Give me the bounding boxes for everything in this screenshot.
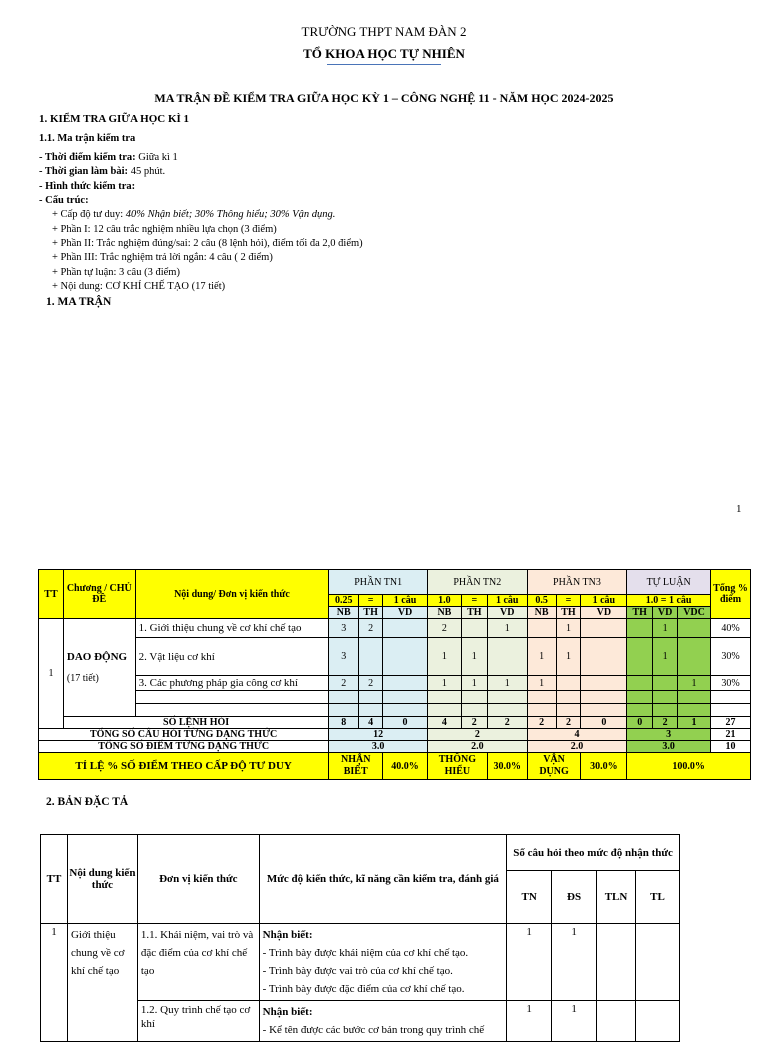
cell xyxy=(627,676,653,691)
cell: 0 xyxy=(383,717,428,729)
tl-vdc: VDC xyxy=(678,607,711,619)
table-row xyxy=(39,638,751,676)
cell xyxy=(581,638,627,676)
spec-unit-1: 1.1. Khái niệm, vai trò và đặc điểm của cơ khí chế tạo xyxy=(137,924,259,1001)
cell: 3 xyxy=(329,619,359,638)
cell: 2 xyxy=(427,619,461,638)
level-line: + Cấp độ tư duy: 40% Nhận biết; 30% Thông hiểu; 30% Vận dụng. xyxy=(52,209,336,220)
level-line: - Trình bày được đặc điểm của cơ khí chế tạo. xyxy=(262,983,465,995)
cell: 1 xyxy=(461,638,487,676)
th-pct: 30.0% xyxy=(487,753,527,780)
table-row xyxy=(39,729,751,741)
cell xyxy=(678,638,711,676)
part2-line: + Phần II: Trắc nghiệm đúng/sai: 2 câu (8 lệnh hỏi), điểm tối đa 2,0 điểm) xyxy=(52,238,363,249)
chapter-hours: (17 tiết) xyxy=(66,673,99,684)
tn3-vd: VD xyxy=(581,607,627,619)
cell: 27 xyxy=(711,717,751,729)
cell: 2 xyxy=(427,729,527,741)
tn3-rate-a: 0.5 xyxy=(527,595,556,607)
table-row xyxy=(39,717,751,729)
header-tn3: PHẦN TN3 xyxy=(527,570,627,595)
tn2-rate-b: = xyxy=(461,595,487,607)
spec-level-2 xyxy=(259,1001,507,1042)
cell: 1 xyxy=(461,676,487,691)
cell: 8 xyxy=(329,717,359,729)
cell: 30% xyxy=(711,676,751,691)
table-row xyxy=(39,741,751,753)
cell: 1 xyxy=(427,638,461,676)
school-name: TRƯỜNG THPT NAM ĐÀN 2 xyxy=(301,24,467,39)
tl-th: TH xyxy=(627,607,653,619)
cell: 1 xyxy=(527,638,556,676)
cell: 1 xyxy=(678,717,711,729)
tn2-rate-a: 1.0 xyxy=(427,595,461,607)
cell xyxy=(383,676,428,691)
exam-time-line: - Thời điểm kiểm tra: Giữa kì 1 xyxy=(39,152,178,163)
header-tt: TT xyxy=(39,570,64,619)
cell xyxy=(487,638,527,676)
tl-rate: 1.0 = 1 câu xyxy=(627,595,711,607)
cell: 4 xyxy=(527,729,627,741)
spec-h-content: Nội dung kiến thức xyxy=(67,835,137,924)
cell: 1 xyxy=(552,924,597,1001)
group-name: TỔ KHOA HỌC TỰ NHIÊN xyxy=(303,46,465,61)
cell xyxy=(383,619,428,638)
cell: 1 xyxy=(653,638,678,676)
header-content: Nội dung/ Đơn vị kiến thức xyxy=(135,570,329,619)
cell: 3 xyxy=(329,638,359,676)
ti-le-label: TỈ LỆ % SỐ ĐIỂM THEO CẤP ĐỘ TƯ DUY xyxy=(39,753,329,780)
cell: 2 xyxy=(653,717,678,729)
cell: 4 xyxy=(359,717,383,729)
matrix-heading: 1. MA TRẬN xyxy=(46,296,112,308)
part3-line: + Phần III: Trắc nghiệm trả lời ngắn: 4 câu ( 2 điểm) xyxy=(52,252,273,263)
cell: 1 xyxy=(527,676,556,691)
level-line: - Kể tên được các bước cơ bản trong quy trình chế xyxy=(262,1024,485,1036)
cell: 2 xyxy=(556,717,581,729)
table-row xyxy=(39,619,751,638)
cell: 1 xyxy=(556,619,581,638)
row-tt: 1 xyxy=(39,619,64,729)
spec-h-tn: TN xyxy=(507,871,552,924)
tn3-rate-c: 1 câu xyxy=(581,595,627,607)
cell: 3 xyxy=(627,729,711,741)
spec-h-tln: TLN xyxy=(597,871,636,924)
tn1-rate-c: 1 câu xyxy=(383,595,428,607)
table-row xyxy=(41,924,680,1001)
spec-h-level: Mức độ kiến thức, kĩ năng cần kiểm tra, đánh giá xyxy=(259,835,507,924)
cell: 1 xyxy=(427,676,461,691)
cell xyxy=(527,619,556,638)
spec-level-1 xyxy=(259,924,507,1001)
tn1-nb: NB xyxy=(329,607,359,619)
matrix-table xyxy=(38,569,751,780)
cell xyxy=(581,619,627,638)
cell: 2 xyxy=(527,717,556,729)
header-tn2: PHẦN TN2 xyxy=(427,570,527,595)
tn2-th: TH xyxy=(461,607,487,619)
tn2-nb: NB xyxy=(427,607,461,619)
cell: 1 xyxy=(487,676,527,691)
tn1-rate-b: = xyxy=(359,595,383,607)
nb-pct: 40.0% xyxy=(383,753,428,780)
cell: 40% xyxy=(711,619,751,638)
tn1-vd: VD xyxy=(383,607,428,619)
table-row xyxy=(39,691,751,704)
th-label: THÔNG HIỂU xyxy=(427,753,487,780)
content-line: + Nội dung: CƠ KHÍ CHẾ TẠO (17 tiết) xyxy=(52,281,226,292)
cell: 0 xyxy=(581,717,627,729)
part4-line: + Phần tự luận: 3 câu (3 điểm) xyxy=(52,267,180,278)
cell: 2 xyxy=(359,619,383,638)
cell xyxy=(597,924,636,1001)
cell: 4 xyxy=(427,717,461,729)
level-label: Nhận biết: xyxy=(262,929,313,941)
vd-label: VẬN DỤNG xyxy=(527,753,581,780)
cell xyxy=(597,1001,636,1042)
level-line: - Trình bày được khái niệm của cơ khí chế tạo. xyxy=(262,947,469,959)
spec-row-content: Giới thiệu chung về cơ khí chế tạo xyxy=(67,924,137,1042)
cell: 10 xyxy=(711,741,751,753)
cell: 2 xyxy=(329,676,359,691)
cell xyxy=(359,638,383,676)
tn3-nb: NB xyxy=(527,607,556,619)
chapter-cell xyxy=(63,619,135,717)
cell: 1 xyxy=(556,638,581,676)
table-row xyxy=(39,753,751,780)
content-cell: 2. Vật liệu cơ khí xyxy=(135,638,329,676)
cell xyxy=(581,676,627,691)
tong-diem-label: TỔNG SỐ ĐIỂM TỪNG DẠNG THỨC xyxy=(39,741,329,753)
header-total: Tổng % điểm xyxy=(711,570,751,619)
cell xyxy=(627,638,653,676)
cell: 30% xyxy=(711,638,751,676)
tn2-vd: VD xyxy=(487,607,527,619)
header-tn1: PHẦN TN1 xyxy=(329,570,428,595)
cell: 3.0 xyxy=(627,741,711,753)
cell xyxy=(383,638,428,676)
tn3-rate-b: = xyxy=(556,595,581,607)
spec-h-tl: TL xyxy=(635,871,679,924)
cell xyxy=(678,619,711,638)
part1-line: + Phần I: 12 câu trắc nghiệm nhiều lựa chọn (3 điểm) xyxy=(52,224,277,235)
page-title: MA TRẬN ĐỀ KIỂM TRA GIỮA HỌC KỲ 1 – CÔNG NGHỆ 11 - NĂM HỌC 2024-2025 xyxy=(154,91,614,105)
form-line: - Hình thức kiểm tra: xyxy=(39,181,136,192)
cell: 1 xyxy=(507,1001,552,1042)
spec-unit-2: 1.2. Quy trình chế tạo cơ khí xyxy=(137,1001,259,1042)
page-number: 1 xyxy=(736,503,742,515)
cell xyxy=(653,676,678,691)
tn1-rate-a: 0.25 xyxy=(329,595,359,607)
cell xyxy=(635,924,679,1001)
cell: 1 xyxy=(653,619,678,638)
cell: 2 xyxy=(461,717,487,729)
spec-row-tt: 1 xyxy=(41,924,68,1042)
cell: 2.0 xyxy=(527,741,627,753)
group-underline xyxy=(327,64,441,65)
spec-h-tt: TT xyxy=(41,835,68,924)
cell: 12 xyxy=(329,729,428,741)
tn1-th: TH xyxy=(359,607,383,619)
cell: 3.0 xyxy=(329,741,428,753)
cell xyxy=(461,619,487,638)
structure-line: - Cấu trúc: xyxy=(39,195,89,206)
cell: 1 xyxy=(487,619,527,638)
subsection-heading: 1.1. Ma trận kiểm tra xyxy=(39,133,136,144)
cell: 1 xyxy=(552,1001,597,1042)
cell: 2.0 xyxy=(427,741,527,753)
tn3-th: TH xyxy=(556,607,581,619)
total-pct: 100.0% xyxy=(627,753,751,780)
spec-table xyxy=(40,834,680,1042)
content-cell: 1. Giới thiệu chung về cơ khí chế tạo xyxy=(135,619,329,638)
cell: 0 xyxy=(627,717,653,729)
header-tl: TỰ LUẬN xyxy=(627,570,711,595)
header-chapter: Chương / CHỦ ĐỀ xyxy=(63,570,135,619)
content-cell: 3. Các phương pháp gia công cơ khí xyxy=(135,676,329,691)
cell xyxy=(556,676,581,691)
spec-h-count: Số câu hỏi theo mức độ nhận thức xyxy=(507,835,680,871)
cell: 2 xyxy=(487,717,527,729)
spec-h-unit: Đơn vị kiến thức xyxy=(137,835,259,924)
cell: 2 xyxy=(359,676,383,691)
cell xyxy=(627,619,653,638)
vd-pct: 30.0% xyxy=(581,753,627,780)
cell: 1 xyxy=(507,924,552,1001)
cell: 1 xyxy=(678,676,711,691)
chapter-name: DAO ĐỘNG xyxy=(66,651,128,663)
cell: 21 xyxy=(711,729,751,741)
nb-label: NHẬN BIẾT xyxy=(329,753,383,780)
spec-h-ds: ĐS xyxy=(552,871,597,924)
table-row xyxy=(39,676,751,691)
level-label: Nhận biết: xyxy=(262,1006,313,1018)
so-lenh-hoi-label: SỐ LỆNH HỎI xyxy=(63,717,328,729)
cell xyxy=(635,1001,679,1042)
tl-vd: VD xyxy=(653,607,678,619)
level-line: - Trình bày được vai trò của cơ khí chế tạo. xyxy=(262,965,453,977)
section-heading: 1. KIỂM TRA GIỮA HỌC KÌ 1 xyxy=(39,113,190,125)
table-row xyxy=(39,704,751,717)
duration-line: - Thời gian làm bài: 45 phút. xyxy=(39,166,166,177)
tn2-rate-c: 1 câu xyxy=(487,595,527,607)
spec-heading: 2. BẢN ĐẶC TẢ xyxy=(46,796,129,808)
tong-cau-label: TỔNG SỐ CÂU HỎI TỪNG DẠNG THỨC xyxy=(39,729,329,741)
